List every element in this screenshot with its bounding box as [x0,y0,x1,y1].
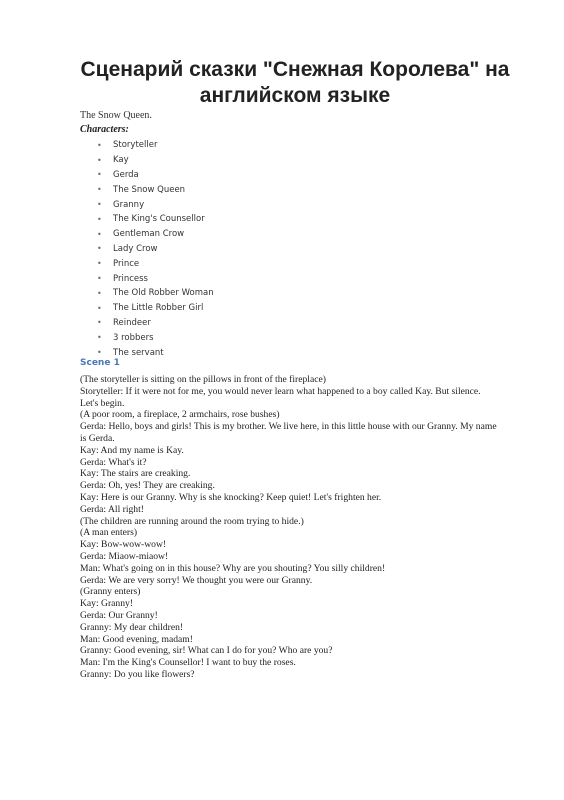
script-line: Gerda: Hello, boys and girls! This is my brother. We live here, in this little house with our Granny. My name is Gerda. [80,421,497,444]
script-line: Man: Good evening, madam! [80,633,193,645]
character-name: The King's Counsellor [113,214,205,225]
character-item [97,138,214,153]
bullet-icon: • [97,185,102,195]
character-name: The Old Robber Woman [113,288,214,299]
character-item [97,227,214,242]
script-line: Gerda: Oh, yes! They are creaking. [80,480,215,492]
character-name: Gerda [113,169,139,180]
bullet-icon: • [97,318,102,328]
characters-heading: Characters: [80,124,129,135]
script-line: Gerda: All right! [80,503,144,515]
bullet-icon: • [97,170,102,180]
script-line: Granny: Good evening, sir! What can I do for you? Who are you? [80,645,333,657]
bullet-icon: • [97,155,102,165]
character-name: Reindeer [113,317,151,328]
play-title: The Snow Queen. [80,110,152,121]
character-item [97,316,214,331]
bullet-icon: • [97,259,102,269]
character-name: The Little Robber Girl [113,303,204,314]
scene-heading: Scene 1 [80,358,120,368]
script-line: Kay: Bow-wow-wow! [80,539,167,551]
character-name: The Snow Queen [113,184,186,195]
character-name: Lady Crow [113,243,158,254]
script-line: Kay: The stairs are creaking. [80,468,191,480]
character-item [97,256,214,271]
character-item [97,271,214,286]
script-line: (Granny enters) [80,586,141,598]
character-name: Granny [113,199,145,210]
bullet-icon: • [97,214,102,224]
character-name: 3 robbers [113,332,154,343]
script-line: Gerda: Our Granny! [80,609,158,621]
character-name: Kay [113,155,129,166]
bullet-icon: • [97,229,102,239]
bullet-icon: • [97,348,102,358]
bullet-icon: • [97,244,102,254]
script-body [80,374,500,681]
script-line: Gerda: We are very sorry! We thought you were our Granny. [80,574,313,586]
script-line: (The children are running around the room trying to hide.) [80,515,304,527]
character-item [97,301,214,316]
script-line: Storyteller: If it were not for me, you would never learn what happened to a boy called Kay. But silence. Let's begin. [80,385,481,409]
character-item [97,197,214,212]
character-name: Storyteller [113,140,158,151]
character-item [97,212,214,227]
script-line: (A poor room, a fireplace, 2 armchairs, rose bushes) [80,409,280,421]
script-line: (The storyteller is sitting on the pillows in front of the fireplace) [80,374,326,385]
character-item [97,182,214,197]
script-line: Granny: Do you like flowers? [80,668,195,680]
script-line: (A man enters) [80,527,138,539]
script-line: Kay: And my name is Kay. [80,444,184,456]
character-item [97,168,214,183]
character-name: The servant [113,347,164,358]
character-name: Gentleman Crow [113,229,185,240]
character-name: Princess [113,273,148,284]
script-line: Kay: Granny! [80,598,134,610]
character-name: Prince [113,258,140,269]
characters-list [97,138,214,360]
bullet-icon: • [97,333,102,343]
character-item [97,330,214,345]
bullet-icon: • [97,288,102,298]
bullet-icon: • [97,303,102,313]
script-line: Gerda: Miaow-miaow! [80,550,169,562]
character-item [97,286,214,301]
document-title: Сценарий сказки "Снежная Королева" на английском языке [80,58,510,107]
bullet-icon: • [97,140,102,150]
bullet-icon: • [97,200,102,210]
character-item [97,153,214,168]
character-item [97,242,214,257]
script-line: Man: I'm the King's Counsellor! I want to buy the roses. [80,657,296,669]
bullet-icon: • [97,274,102,284]
script-line: Kay: Here is our Granny. Why is she knocking? Keep quiet! Let's frighten her. [80,491,382,503]
script-line: Granny: My dear children! [80,621,184,633]
script-line: Gerda: What's it? [80,456,147,468]
script-line: Man: What's going on in this house? Why are you shouting? You silly children! [80,562,386,574]
